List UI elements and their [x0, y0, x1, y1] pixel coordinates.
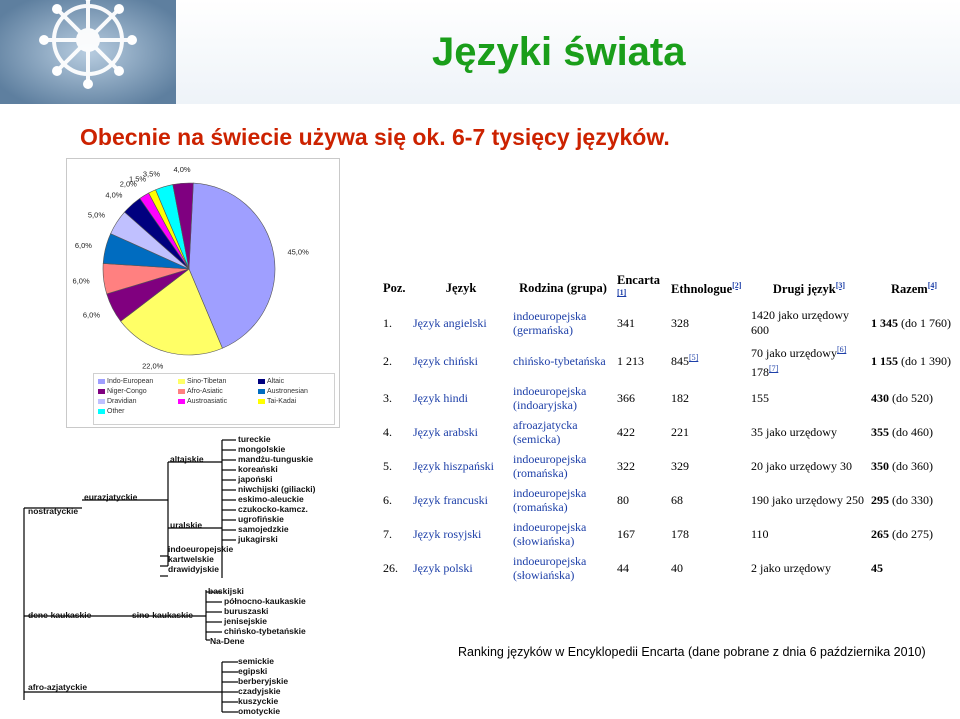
cell-encarta: 80	[617, 492, 629, 507]
legend-swatch	[178, 399, 185, 404]
pie-data-label: 4,0%	[105, 190, 123, 200]
ethnologue-row-ref-link[interactable]: [5]	[689, 353, 699, 363]
col-header-family: Rodzina (grupa)	[519, 281, 607, 296]
legend-item	[178, 398, 227, 405]
table-caption: Ranking języków w Encyklopedii Encarta (dane pobrane z dnia 6 października 2010)	[458, 645, 926, 659]
tree-node-uralic: uralskie	[170, 520, 203, 530]
legend-label: Sino-Tibetan	[187, 378, 227, 385]
cell-language	[411, 551, 511, 585]
cell-total: 45	[871, 560, 883, 575]
cell-total: 265 (do 275)	[871, 526, 933, 541]
cell-language	[411, 449, 511, 483]
legend-label: Dravidian	[107, 398, 137, 405]
col-header-total: Razem[4]	[890, 280, 938, 296]
language-link[interactable]: Język hindi	[413, 390, 468, 405]
ethnologue-ref-link[interactable]: [2]	[732, 280, 742, 290]
cell-second-language: 190 jako urzędowy 250	[751, 492, 864, 507]
tree-node-chukotko-kamchatkan: czukocko-kamcz.	[238, 504, 308, 514]
cell-second-language: 155	[751, 390, 769, 405]
legend-label: Altaic	[267, 378, 285, 385]
cell-total: 295 (do 330)	[871, 492, 933, 507]
cell-second-language: 110	[751, 526, 769, 541]
legend-swatch	[258, 399, 265, 404]
legend-item	[98, 378, 153, 385]
tree-node-tungusic: mandżu-tunguskie	[238, 454, 314, 464]
tree-node-japanese: japoński	[238, 474, 273, 484]
tree-node-nivkh: niwchijski (giliacki)	[238, 484, 316, 494]
tree-node-na-dene: Na-Dene	[210, 636, 245, 646]
family-link[interactable]: indoeuropejska (słowiańska)	[513, 554, 587, 583]
tree-node-korean: koreański	[238, 464, 278, 474]
legend-swatch	[98, 399, 105, 404]
language-ranking-table	[381, 272, 959, 585]
tree-node-burushaski: buruszaski	[224, 606, 269, 616]
legend-swatch	[98, 389, 105, 394]
tree-node-mongolic: mongolskie	[238, 444, 286, 454]
cell-position: 4.	[383, 424, 392, 439]
legend-item	[98, 408, 125, 415]
cell-encarta: 322	[617, 458, 635, 473]
pie-data-label: 22,0%	[142, 361, 164, 371]
cell-family	[511, 305, 615, 341]
tree-node-altaic: altajskie	[170, 454, 204, 464]
cell-family	[511, 483, 615, 517]
family-link[interactable]: indoeuropejska (indoaryjska)	[513, 384, 587, 413]
tree-node-indo-european: indoeuropejskie	[168, 544, 234, 554]
cell-family	[511, 449, 615, 483]
table-row	[381, 381, 959, 415]
cell-encarta: 422	[617, 424, 635, 439]
family-link[interactable]: indoeuropejska (romańska)	[513, 486, 587, 515]
legend-item	[178, 388, 223, 395]
tree-node-semitic: semickie	[238, 656, 274, 666]
tree-node-sino-caucasian: sino-kaukaskie	[132, 610, 193, 620]
cell-language	[411, 305, 511, 341]
cell-family	[511, 517, 615, 551]
family-link[interactable]: chińsko-tybetańska	[513, 354, 606, 369]
pie-data-label: 5,0%	[87, 210, 106, 220]
cell-ethnologue: 328	[671, 315, 689, 330]
tree-node-samoyedic: samojedzkie	[238, 524, 289, 534]
language-link[interactable]: Język hiszpański	[413, 458, 494, 473]
cell-ethnologue: 40	[671, 560, 683, 575]
tree-node-nostratic: nostratyckie	[28, 506, 79, 516]
legend-label: Tai-Kadai	[267, 398, 297, 405]
tree-node-omotic: omotyckie	[238, 706, 281, 716]
language-link[interactable]: Język francuski	[413, 492, 488, 507]
legend-item	[258, 378, 284, 385]
language-family-tree	[0, 426, 340, 719]
pie-chart-panel	[66, 158, 340, 428]
cell-language	[411, 483, 511, 517]
tree-node-dravidian: drawidyjskie	[168, 564, 220, 574]
language-link[interactable]: Język polski	[413, 560, 473, 575]
language-link[interactable]: Język arabski	[413, 424, 478, 439]
tree-node-turkic: tureckie	[238, 434, 271, 444]
legend-label: Austronesian	[267, 388, 308, 395]
table-row	[381, 551, 959, 585]
cell-encarta: 167	[617, 526, 635, 541]
ship-wheel-logo	[0, 0, 176, 104]
language-link[interactable]: Język angielski	[413, 315, 487, 330]
pie-data-label: 6,0%	[82, 310, 101, 320]
cell-total: 1 345 (do 1 760)	[871, 315, 951, 330]
family-link[interactable]: afroazjatycka (semicka)	[513, 418, 578, 447]
cell-encarta: 1 213	[617, 353, 644, 368]
cell-position: 3.	[383, 390, 392, 405]
cell-encarta: 341	[617, 315, 635, 330]
tree-node-eskimo-aleut: eskimo-aleuckie	[238, 494, 304, 504]
tree-node-berber: berberyjskie	[238, 676, 289, 686]
cell-second-language: 2 jako urzędowy	[751, 560, 831, 575]
legend-swatch	[258, 379, 265, 384]
legend-swatch	[178, 389, 185, 394]
cell-position: 6.	[383, 492, 392, 507]
table-row	[381, 415, 959, 449]
family-link[interactable]: indoeuropejska (romańska)	[513, 452, 587, 481]
cell-language	[411, 381, 511, 415]
cell-family	[511, 551, 615, 585]
cell-second-language: 35 jako urzędowy	[751, 424, 837, 439]
total-ref-link[interactable]: [4]	[927, 280, 938, 290]
pie-data-label: 45,0%	[287, 247, 309, 257]
page-subtitle: Obecnie na świecie używa się ok. 6-7 tysięcy języków.	[80, 124, 670, 150]
legend-label: Austroasiatic	[187, 398, 228, 405]
col-header-encarta: Encarta [1]	[617, 273, 661, 297]
col-header-second-language: Drugi język[3]	[772, 280, 846, 296]
table-header-row	[381, 272, 959, 305]
second-language-row-ref-link[interactable]: [6]	[836, 345, 847, 355]
second-language-ref-link[interactable]: [3]	[835, 280, 846, 290]
tree-node-north-caucasian: północno-kaukaskie	[224, 596, 306, 606]
language-link[interactable]: Język chiński	[413, 353, 478, 368]
tree-node-dene-caucasian: dene-kaukaskie	[28, 610, 92, 620]
cell-encarta: 366	[617, 390, 635, 405]
pie-data-label: 6,0%	[72, 276, 90, 286]
cell-ethnologue: 221	[671, 424, 689, 439]
second-language-tail-ref-link[interactable]: [7]	[769, 364, 779, 374]
tree-node-yukaghir: jukagirski	[238, 534, 278, 544]
tree-node-afro-asiatic: afro-azjatyckie	[28, 682, 88, 692]
chart-legend	[93, 373, 335, 425]
legend-label: Other	[107, 408, 125, 415]
tree-node-chadic: czadyjskie	[238, 686, 281, 696]
legend-item	[258, 398, 296, 405]
col-header-ethnologue: Ethnologue[2]	[671, 280, 742, 296]
tree-node-sino-tibetan: chińsko-tybetańskie	[224, 626, 306, 636]
family-link[interactable]: indoeuropejska (słowiańska)	[513, 520, 587, 549]
pie-data-label: 6,0%	[74, 240, 92, 250]
legend-swatch	[98, 379, 105, 384]
table-row	[381, 449, 959, 483]
cell-language	[411, 517, 511, 551]
cell-family	[511, 341, 615, 381]
encarta-ref-link[interactable]: [1]	[617, 288, 627, 297]
pie-data-label: 2,0%	[119, 179, 137, 189]
tree-node-kartvelian: kartwelskie	[168, 554, 214, 564]
tree-node-cushitic: kuszyckie	[238, 696, 279, 706]
pie-data-label: 4,0%	[173, 165, 191, 175]
page-title: Języki świata	[432, 30, 686, 74]
tree-node-basque: baskijski	[208, 586, 244, 596]
cell-ethnologue: 182	[671, 390, 689, 405]
table-row	[381, 305, 959, 341]
legend-label: Niger-Congo	[107, 388, 147, 395]
table-row	[381, 341, 959, 381]
cell-total: 350 (do 360)	[871, 458, 933, 473]
pie-data-label: 1,5%	[128, 174, 147, 184]
cell-second-language: 1420 jako urzędowy 600	[751, 308, 849, 338]
table-row	[381, 483, 959, 517]
tree-node-yeniseian: jenisejskie	[224, 616, 268, 626]
cell-position: 5.	[383, 458, 392, 473]
col-header-language: Język	[445, 281, 477, 296]
family-link[interactable]: indoeuropejska (germańska)	[513, 309, 587, 338]
legend-swatch	[98, 409, 105, 414]
legend-item	[258, 388, 308, 395]
cell-ethnologue: 329	[671, 458, 689, 473]
cell-ethnologue: 68	[671, 492, 683, 507]
cell-total: 355 (do 460)	[871, 424, 933, 439]
cell-ethnologue: 845[5]	[671, 353, 699, 369]
legend-item	[178, 378, 226, 385]
pie-data-label: 3,5%	[142, 169, 161, 179]
cell-position: 26.	[383, 560, 398, 575]
cell-encarta: 44	[617, 560, 629, 575]
cell-position: 1.	[383, 315, 392, 330]
cell-total: 1 155 (do 1 390)	[871, 353, 951, 368]
tree-node-egyptian: egipski	[238, 666, 268, 676]
language-link[interactable]: Język rosyjski	[413, 526, 482, 541]
legend-label: Afro-Asiatic	[187, 388, 223, 395]
legend-item	[98, 398, 137, 405]
cell-second-language: 20 jako urzędowy 30	[751, 458, 852, 473]
cell-language	[411, 415, 511, 449]
ship-wheel-icon	[0, 0, 176, 104]
col-header-position: Poz.	[383, 281, 406, 296]
tree-node-eurasian: eurazjatyckie	[84, 492, 138, 502]
cell-total: 430 (do 520)	[871, 390, 933, 405]
legend-label: Indo-European	[107, 378, 154, 385]
legend-swatch	[258, 389, 265, 394]
cell-language	[411, 341, 511, 381]
cell-position: 7.	[383, 526, 392, 541]
legend-swatch	[178, 379, 185, 384]
legend-item	[98, 388, 147, 395]
tree-node-finno-ugric: ugrofińskie	[238, 514, 284, 524]
cell-family	[511, 415, 615, 449]
pie-chart	[67, 159, 339, 373]
cell-second-language: 70 jako urzędowy[6] 178[7]	[751, 345, 847, 380]
cell-ethnologue: 178	[671, 526, 689, 541]
cell-family	[511, 381, 615, 415]
table-row	[381, 517, 959, 551]
cell-position: 2.	[383, 353, 392, 368]
